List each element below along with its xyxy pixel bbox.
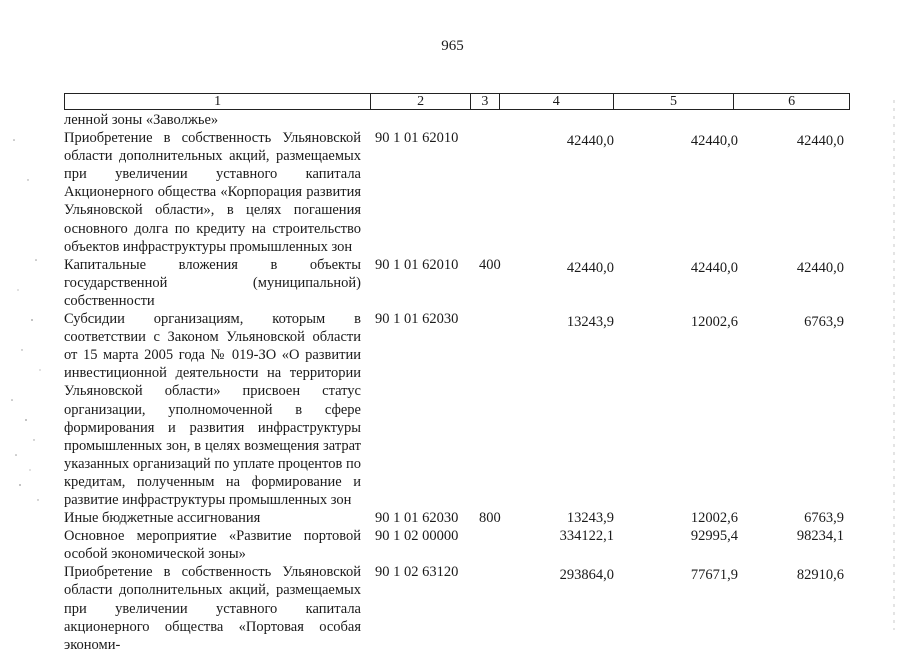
table-row	[64, 527, 850, 563]
row-code: 90 1 02 00000	[375, 528, 459, 545]
row-description: Приобретение в собственность Ульяновской области дополнительных акций, размещаемых при увеличении уставного капитала Акционерного общества «Корпорация развития Ульяновской области», в целях погашения основного долга по кредиту на строительство объектов инфраструктуры промышленных зон	[64, 130, 361, 255]
row-code: 90 1 01 62030	[375, 510, 459, 527]
row-value-col4: 293864,0	[559, 567, 614, 584]
table-row	[64, 563, 850, 653]
row-value-col4: 42440,0	[566, 133, 614, 150]
header-col-2: 2	[371, 94, 471, 109]
row-value-col6: 42440,0	[796, 133, 844, 150]
header-col-4: 4	[500, 94, 614, 109]
row-expense-type: 800	[479, 510, 501, 527]
row-description: Основное мероприятие «Развитие портовой особой экономической зоны»	[64, 528, 361, 563]
row-value-col6: 98234,1	[796, 528, 844, 545]
table-row	[64, 111, 850, 129]
row-value-col6: 42440,0	[796, 259, 844, 276]
row-description: Приобретение в собственность Ульяновской области дополнительных акций, размещаемых при увеличении уставного капитала акционерного общества «Портовая особая экономи-	[64, 564, 361, 653]
row-value-col4: 42440,0	[566, 259, 614, 276]
scan-noise-left-margin	[6, 120, 46, 520]
table-row	[64, 256, 850, 310]
row-value-col5: 77671,9	[690, 567, 738, 584]
row-code: 90 1 02 63120	[375, 564, 459, 581]
row-value-col5: 12002,6	[690, 510, 738, 527]
row-code: 90 1 01 62010	[375, 130, 459, 147]
page-number: 965	[441, 38, 464, 54]
row-code: 90 1 01 62010	[375, 256, 459, 273]
row-value-col5: 42440,0	[690, 133, 738, 150]
scan-edge-right	[893, 100, 895, 630]
table-header	[64, 93, 850, 110]
row-description: Иные бюджетные ассигнования	[64, 510, 261, 527]
row-value-col5: 92995,4	[690, 528, 738, 545]
row-value-col5	[614, 111, 738, 114]
table-body	[64, 111, 850, 654]
header-col-3: 3	[471, 94, 500, 109]
row-value-col4: 13243,9	[566, 314, 614, 331]
row-value-col6: 6763,9	[804, 314, 844, 331]
row-value-col4	[509, 111, 614, 114]
row-description: ленной зоны «Заволжье»	[64, 112, 219, 128]
row-value-col5: 42440,0	[690, 259, 738, 276]
header-col-6: 6	[788, 94, 796, 109]
row-code: 90 1 01 62030	[375, 311, 459, 328]
header-col-5: 5	[614, 94, 735, 109]
row-value-col6: 6763,9	[804, 510, 844, 527]
header-col-1: 1	[65, 94, 371, 109]
table-row	[64, 310, 850, 509]
row-value-col6: 82910,6	[796, 567, 844, 584]
row-description: Капитальные вложения в объекты государственной (муниципальной) собственности	[64, 256, 361, 309]
row-value-col4: 334122,1	[559, 528, 614, 545]
row-expense-type: 400	[479, 256, 501, 273]
row-value-col6	[738, 111, 844, 114]
table-row	[64, 509, 850, 527]
table-row	[64, 129, 850, 256]
row-description: Субсидии организациям, которым в соответствии с Законом Ульяновской области от 15 марта 2005 года № 019-ЗО «О развитии инвестиционной деятельности на территории Ульяновской области» присвоен статус организации, уполномоченной в сфере формирования и развития инфраструктуры промышленных зон, в целях возмещения затрат указанных организаций по уплате процентов по кредитам, полученным на формирование и развитие инфраструктуры промышленных зон	[64, 311, 361, 508]
row-value-col4: 13243,9	[566, 510, 614, 527]
row-value-col5: 12002,6	[690, 314, 738, 331]
